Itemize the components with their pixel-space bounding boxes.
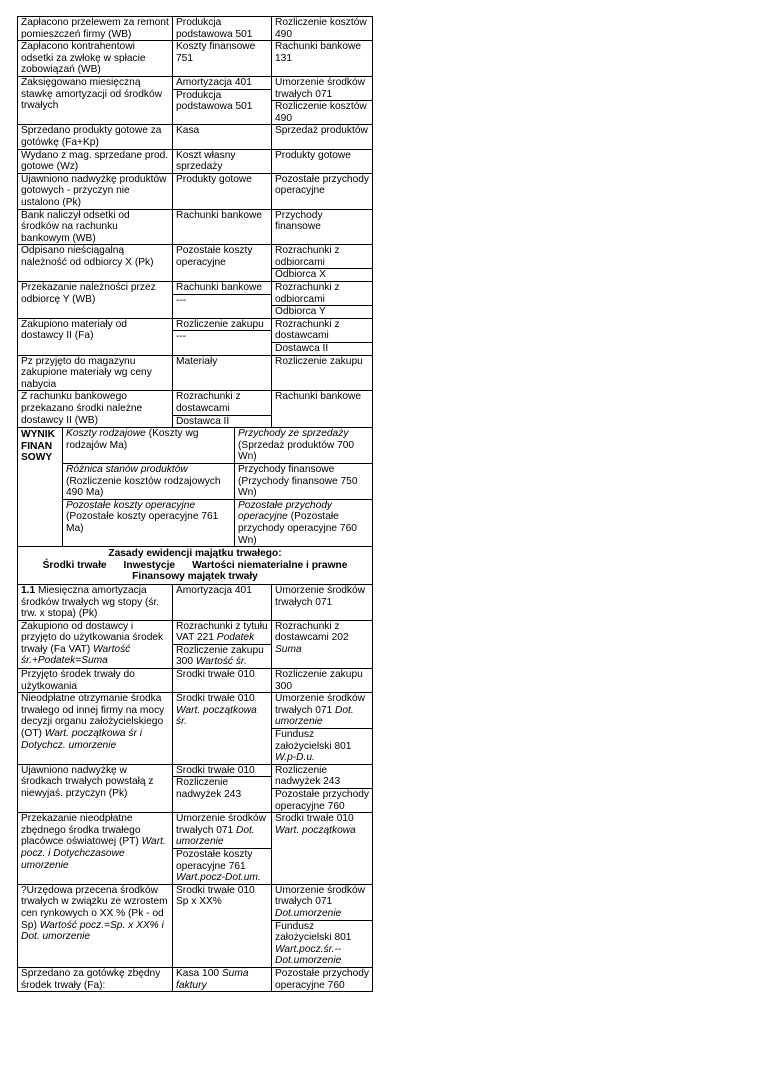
section-heading-line2: Środki trwałe Inwestycje Wartości niematerialne i prawne [42,559,348,571]
entry-description: Ujawniono nadwyżkę produktów gotowych - przyczyn nie ustalono (Pk) [18,174,173,209]
credit-cell [272,693,372,764]
financial-result-row [63,463,372,499]
credit-cell [272,765,372,812]
debit-account: --- [173,294,271,318]
text-run: Wartość śr. [195,656,247,668]
credit-account: Dostawca II [272,342,372,355]
debit-account: Produkty gotowe [176,173,252,185]
debit-cell [173,693,272,764]
text-run: Przyjęto środek trwały do użytkowania [21,669,135,692]
financial-result-body [63,428,372,546]
entry-description [18,669,173,692]
table-row [18,76,372,124]
table-row [18,281,372,318]
cost-name: Pozostałe koszty operacyjne [66,499,196,511]
section-heading-line1: Zasady ewidencji majątku trwałego: [108,548,282,560]
credit-account [272,585,372,620]
debit-cell [173,41,272,76]
debit-cell [173,77,272,124]
credit-cell [272,968,372,991]
cost-side [63,500,235,546]
text-run: Wart. początkowa śr i Dotychcz. umorzenie [21,728,142,751]
entry-description: Bank naliczył odsetki od środków na rachunku bankowym (WB) [18,210,173,245]
credit-account: Rozrachunki z dostawcami [275,318,340,342]
cost-detail: (Rozliczenie kosztów rodzajowych 490 Ma) [66,475,221,499]
table-row [18,967,372,991]
text-run: Amortyzacja 401 [176,584,252,596]
text-run: Rozliczenie zakupu 300 [275,669,363,692]
credit-account: Rozliczenie zakupu [275,355,363,367]
cost-side [63,464,235,499]
cost-detail: (Koszty wg rodzajów Ma) [66,428,199,451]
debit-account [173,693,271,764]
table-row [18,692,372,764]
credit-cell [272,17,372,40]
table-row [18,668,372,692]
cost-detail: (Pozostałe koszty operacyjne 761 Ma) [66,511,219,534]
accounting-table [17,16,373,992]
credit-cell [272,885,372,967]
credit-account: Rozrachunki z odbiorcami [275,245,340,268]
credit-account [272,728,372,764]
entry-description [18,585,173,620]
revenue-detail: (Sprzedaż produktów 700 Wn) [238,439,355,463]
credit-account: Umorzenie środków trwałych 071 [275,76,366,100]
entry-description [18,968,173,991]
text-run: Zakupiono od dostawcy i przyjęto do użytkowania środek trwały (Fa VAT) [21,620,164,655]
table-row [18,584,372,620]
credit-account [272,885,372,920]
credit-account [272,920,372,967]
entry-description: Zapłacono przelewem za remont pomieszczeń firmy (WB) [18,17,173,40]
text-run: ?Urzędowa przecena środków trwałych w związku ze wzrostem cen rynkowych o XX % (Pk - od Sp) [21,884,168,931]
debit-cell [173,356,272,391]
debit-account [173,885,271,967]
debit-cell [173,150,272,173]
text-run: Wart.pocz.śr.--Dot.umorzenie [275,943,342,967]
credit-account: Odbiorca Y [272,305,372,318]
text-run: Dot. umorzenie [275,704,354,728]
text-run: Wart.pocz-Dot.um. [176,872,261,884]
table-row [18,764,372,812]
text-run: 1.1 [21,584,36,596]
debit-account: Kasa [176,125,200,137]
table-row [18,812,372,884]
revenue-side [235,500,372,546]
credit-account [272,968,372,991]
debit-cell [173,968,272,991]
table-row [18,884,372,967]
text-run: Kasa 100 [176,967,222,979]
text-run: Pozostałe przychody operacyjne 760 [275,967,370,991]
credit-cell [272,585,372,620]
text-run: W.p-D.u. [275,752,315,764]
text-run: Suma faktury [176,967,249,991]
text-run: Przekazanie nieodpłatne zbędnego środka trwałego placówce oświatowej (PT) [21,813,142,848]
debit-cell [173,17,272,40]
credit-cell [272,41,372,76]
revenue-side [235,464,372,499]
debit-account: Amortyzacja 401 [176,76,252,88]
text-run: Środki trwałe 010 [176,693,255,705]
credit-account [272,693,372,728]
credit-account: Rachunki bankowe [275,391,362,403]
debit-cell [173,765,272,812]
debit-account: Pozostałe koszty operacyjne [176,245,253,268]
entry-description [18,693,173,764]
table-row [18,390,372,427]
text-run: Rozrachunki z dostawcami 202 [275,620,349,644]
text-run: Wart. początkowa śr. [176,704,257,728]
debit-account: Rachunki bankowe [176,209,263,221]
cost-name: Różnica stanów produktów [66,463,188,475]
credit-account [272,765,372,788]
credit-account: Produkty gotowe [275,149,351,161]
financial-result-block [18,427,372,546]
entry-description: Odpisano nieściągalną należność od odbiorcy X (Pk) [18,245,173,281]
debit-cell [173,813,272,884]
entry-description: Zakupiono materiały od dostawcy II (Fa) [18,319,173,355]
debit-account: Materiały [176,355,218,367]
debit-cell [173,319,272,355]
text-run: Środki trwałe 010 Sp x XX% [176,884,255,908]
debit-account [173,765,271,777]
entry-description: Zaksięgowano miesięczną stawkę amortyzacji od środków trwałych [18,77,173,124]
credit-cell [272,77,372,124]
credit-account [272,669,372,692]
text-run: Wart. pocz. i Dotychczasowe umorzenie [21,836,166,871]
financial-result-row [63,499,372,546]
text-run: Umorzenie środków trwałych 071 [275,584,366,608]
cost-name: Koszty rodzajowe [66,428,146,440]
entry-description [18,621,173,668]
table-row [18,620,372,668]
credit-account: Sprzedaż produktów [275,125,368,137]
credit-cell [272,356,372,391]
financial-result-row [63,428,372,463]
text-run: Wartość śr.+Podatek=Suma [21,643,131,667]
credit-account [272,621,372,668]
debit-account [173,585,271,620]
text-run: Środki trwałe 010 [176,669,255,681]
text-run: Nieodpłatne otrzymanie środka trwałego od innej firmy na mocy decyzji organu założycielskiego (OT) [21,693,165,740]
debit-account [173,621,271,644]
debit-account [173,644,271,668]
debit-account: --- [173,330,271,354]
credit-account: Odbiorca X [272,268,372,281]
debit-cell [173,282,272,318]
revenue-detail: Przychody finansowe (Przychody finansowe 750 Wn) [238,463,358,499]
table-row [18,40,372,76]
debit-account [173,669,271,692]
text-run: Umorzenie środków trwałych 071 [275,693,366,716]
credit-cell [272,174,372,209]
credit-cell [272,282,372,318]
table-row [18,355,372,391]
credit-cell [272,319,372,355]
table-row [18,173,372,209]
entry-description: Pz przyjęto do magazynu zakupione materiały wg ceny nabycia [18,356,173,391]
credit-account: Rozliczenie kosztów 490 [275,17,367,40]
text-run: Sprzedano za gotówkę zbędny środek trwały (Fa): [21,967,161,991]
financial-result-label: WYNIK FINAN SOWY [18,428,63,546]
entry-description [18,813,173,884]
text-run: Rozrachunki z tytułu VAT 221 [176,620,268,644]
credit-account: Pozostałe przychody operacyjne [275,173,370,197]
text-run: Umorzenie środków trwałych 071 [275,884,366,908]
debit-account: Rachunki bankowe [176,282,263,294]
debit-cell [173,669,272,692]
debit-account: Produkcja podstawowa 501 [176,17,253,40]
credit-account: Rachunki bankowe 131 [275,41,362,64]
text-run: Dot. umorzenie [176,824,255,848]
text-run: Suma [275,643,302,655]
text-run: Umorzenie środków trwałych 071 [176,813,267,836]
table-row [18,209,372,245]
credit-cell [272,813,372,884]
debit-account [173,813,271,848]
debit-account: Koszt własny sprzedaży [176,149,236,173]
text-run: Fundusz założycielski 801 [275,729,352,752]
text-run: Fundusz założycielski 801 [275,920,352,944]
debit-account [173,776,271,812]
entries-section-a [18,17,372,427]
debit-cell [173,391,272,427]
credit-account [272,788,372,812]
text-run: Pozostałe koszty operacyjne 761 [176,848,253,872]
debit-cell [173,125,272,148]
debit-account: Produkcja podstawowa 501 [173,89,271,125]
section-heading-line3: Finansowy majątek trwały [132,571,258,583]
debit-account [173,848,271,884]
table-row [18,124,372,148]
table-row [18,17,372,40]
text-run: Rozliczenie nadwyżek 243 [176,777,242,800]
debit-cell [173,245,272,281]
text-run: Pozostałe przychody operacyjne 760 [275,789,370,812]
debit-cell [173,210,272,245]
credit-cell [272,669,372,692]
entry-description: Wydano z mag. sprzedane prod. gotowe (Wz) [18,150,173,173]
debit-account: Koszty finansowe 751 [176,41,256,64]
debit-cell [173,885,272,967]
credit-account [272,813,372,884]
debit-account: Rozrachunki z dostawcami [176,391,241,414]
text-run: Środki trwałe 010 [275,813,354,825]
text-run: Miesięczna amortyzacja środków trwałych wg stopy (śr. trw. x stopa) (Pk) [21,584,160,620]
text-run: Środki trwałe 010 [176,764,255,776]
debit-account [173,968,271,991]
revenue-detail: (Pozostałe przychody operacyjne 760 Wn) [238,511,357,546]
debit-cell [173,585,272,620]
text-run: Rozliczenie nadwyżek 243 [275,764,341,788]
debit-account: Dostawca II [173,415,271,428]
debit-cell [173,621,272,668]
entry-description: Przekazanie należności przez odbiorcę Y (WB) [18,282,173,318]
section-heading [18,546,372,584]
entry-description [18,885,173,967]
text-run: Wartość pocz.=Sp. x XX% i Dot. umorzenie [21,919,164,943]
revenue-side [235,428,372,463]
credit-account: Przychody finansowe [275,209,323,233]
table-row [18,149,372,173]
text-run: Ujawniono nadwyżkę w środkach trwałych powstałą z niewyjaś. przyczyn (Pk) [21,764,154,799]
text-run: Rozliczenie zakupu 300 [176,644,264,668]
credit-account: Rozrachunki z odbiorcami [275,282,340,305]
credit-cell [272,621,372,668]
revenue-name: Pozostałe przychody operacyjne [238,499,333,523]
table-row [18,318,372,355]
entry-description [18,765,173,812]
credit-cell [272,125,372,148]
credit-cell [272,391,372,427]
revenue-name: Przychody ze sprzedaży [238,428,349,440]
cost-side [63,428,235,463]
entry-description: Z rachunku bankowego przekazano środki należne dostawcy II (WB) [18,391,173,427]
credit-cell [272,210,372,245]
credit-cell [272,245,372,281]
entries-section-b [18,584,372,991]
table-row [18,244,372,281]
entry-description: Zapłacono kontrahentowi odsetki za zwłokę w spłacie zobowiązań (WB) [18,41,173,76]
text-run: Podatek [216,632,255,644]
debit-account: Rozliczenie zakupu [176,318,264,330]
credit-account: Rozliczenie kosztów 490 [272,100,372,124]
entry-description: Sprzedano produkty gotowe za gotówkę (Fa+Kp) [18,125,173,148]
debit-cell [173,174,272,209]
text-run: Wart. początkowa [275,824,356,836]
credit-cell [272,150,372,173]
text-run: Dot.umorzenie [275,907,342,919]
